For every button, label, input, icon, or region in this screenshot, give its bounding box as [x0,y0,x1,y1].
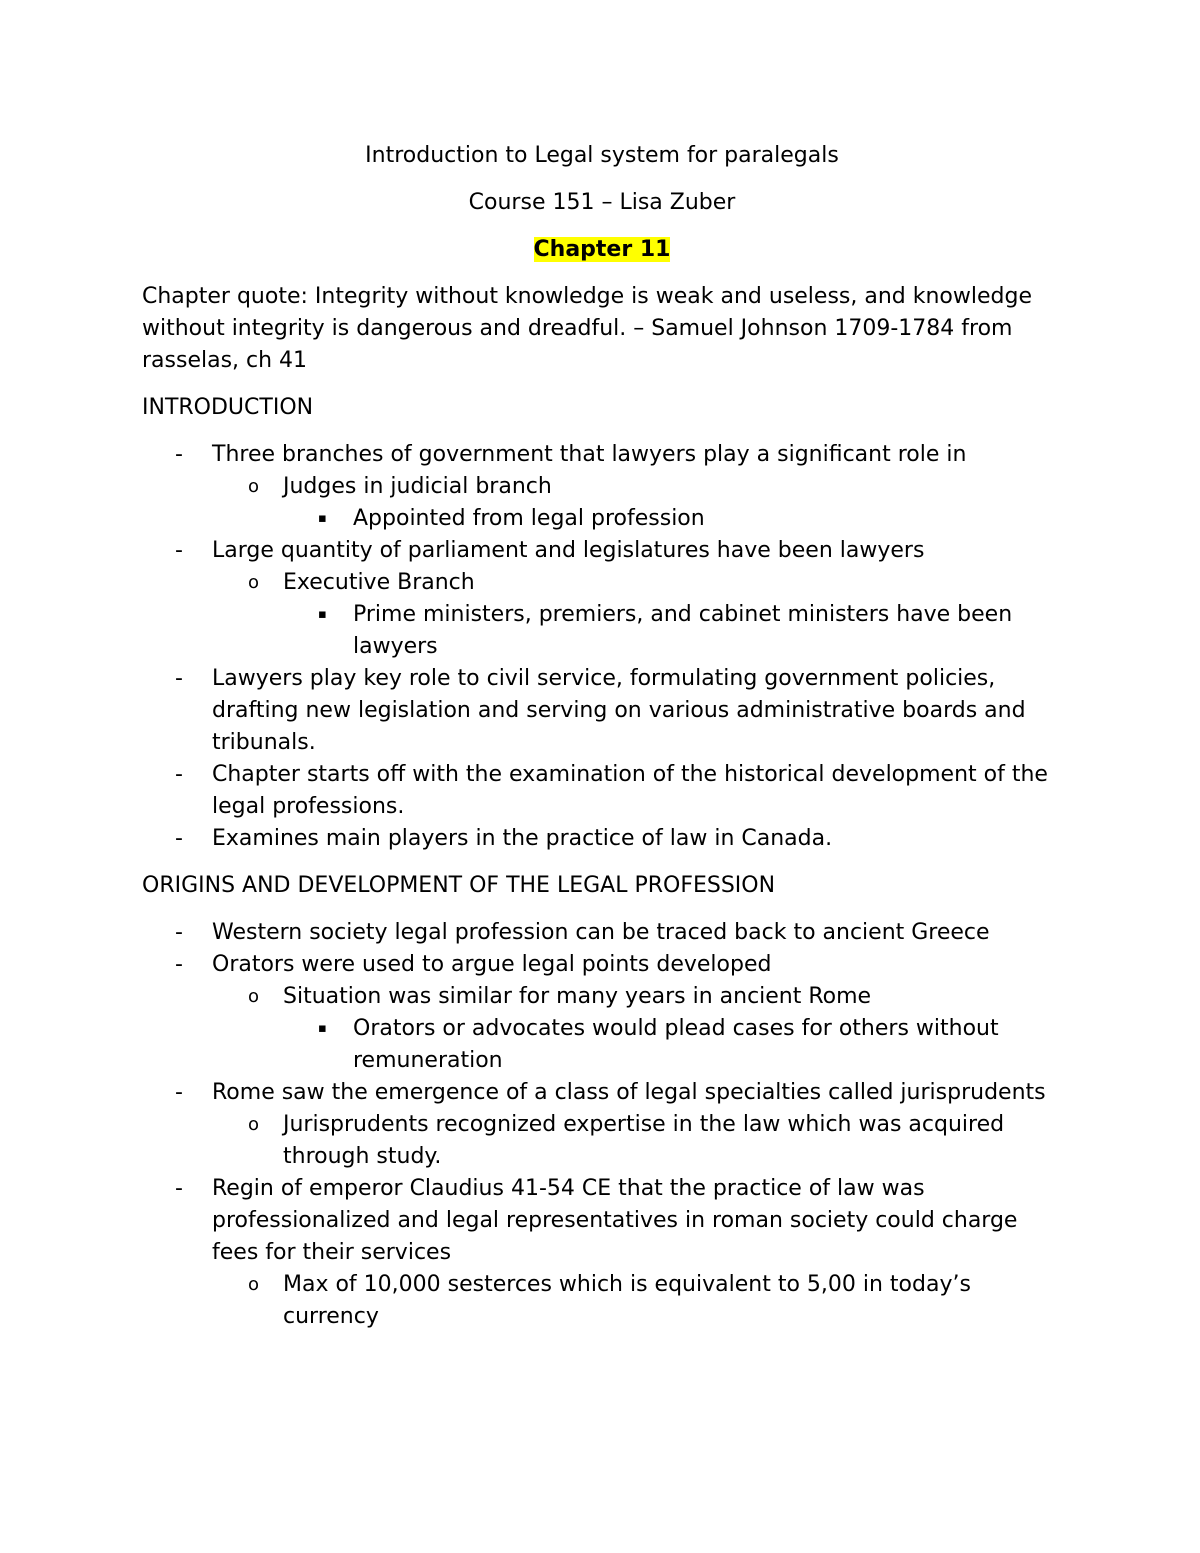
chapter-highlight: Chapter 11 [533,237,671,262]
list-item [142,503,1062,535]
list-item [142,1269,1062,1333]
list-item-text: Western society legal profession can be traced back to ancient Greece [212,920,990,945]
document-title: Introduction to Legal system for paralegals [365,143,839,168]
list-item-text: Chapter starts off with the examination of the historical development of the legal professions. [212,762,1048,819]
list-item-text: Rome saw the emergence of a class of legal specialties called jurisprudents [212,1080,1046,1105]
document-page [142,140,1062,1348]
list-item-text: Prime ministers, premiers, and cabinet ministers have been lawyers [353,602,1013,659]
list-item [142,1109,1062,1173]
list-item-text: Large quantity of parliament and legislatures have been lawyers [212,538,925,563]
dash-bullet-icon: - [175,826,183,851]
circle-bullet-icon: o [248,476,260,497]
list-item [142,1013,1062,1077]
list-item-text: Lawyers play key role to civil service, formulating government policies, drafting new legislation and serving on various administrative boards and tribunals. [212,666,1026,755]
dash-bullet-icon: - [175,1080,183,1105]
square-bullet-icon: ▪ [318,511,327,526]
list-item [142,759,1062,823]
bullet-list [142,917,1062,1333]
list-item [142,917,1062,949]
section-introduction [142,392,1062,855]
dash-bullet-icon: - [175,1176,183,1201]
list-item [142,535,1062,567]
dash-bullet-icon: - [175,538,183,563]
circle-bullet-icon: o [248,986,260,1007]
bullet-list [142,439,1062,855]
list-item-text: Orators or advocates would plead cases for others without remuneration [353,1016,999,1073]
list-item [142,981,1062,1013]
list-item-text: Situation was similar for many years in ancient Rome [283,984,872,1009]
square-bullet-icon: ▪ [318,607,327,622]
list-item [142,599,1062,663]
list-item-text: Judges in judicial branch [283,474,552,499]
dash-bullet-icon: - [175,952,183,977]
list-item-text: Orators were used to argue legal points developed [212,952,772,977]
dash-bullet-icon: - [175,920,183,945]
list-item [142,823,1062,855]
section-heading: ORIGINS AND DEVELOPMENT OF THE LEGAL PROFESSION [142,873,776,898]
list-item [142,471,1062,503]
dash-bullet-icon: - [175,666,183,691]
chapter-quote: Chapter quote: Integrity without knowledge is weak and useless, and knowledge without integrity is dangerous and dreadful. – Samuel Johnson 1709-1784 from rasselas, ch 41 [142,284,1033,373]
section-origins [142,870,1062,1333]
dash-bullet-icon: - [175,762,183,787]
list-item-text: Jurisprudents recognized expertise in the law which was acquired through study. [283,1112,1005,1169]
dash-bullet-icon: - [175,442,183,467]
section-heading: INTRODUCTION [142,395,314,420]
chapter-heading [142,234,1062,266]
list-item [142,1077,1062,1109]
list-item [142,1173,1062,1269]
list-item-text: Three branches of government that lawyers play a significant role in [212,442,967,467]
list-item [142,949,1062,981]
circle-bullet-icon: o [248,572,260,593]
list-item-text: Executive Branch [283,570,475,595]
list-item [142,439,1062,471]
list-item-text: Max of 10,000 sesterces which is equivalent to 5,00 in today’s currency [283,1272,971,1329]
list-item [142,663,1062,759]
course-subtitle: Course 151 – Lisa Zuber [468,190,736,215]
square-bullet-icon: ▪ [318,1021,327,1036]
list-item-text: Regin of emperor Claudius 41-54 CE that the practice of law was professionalized and legal representatives in roman society could charge fees for their services [212,1176,1018,1265]
circle-bullet-icon: o [248,1114,260,1135]
list-item [142,567,1062,599]
list-item-text: Appointed from legal profession [353,506,705,531]
list-item-text: Examines main players in the practice of law in Canada. [212,826,833,851]
circle-bullet-icon: o [248,1274,260,1295]
